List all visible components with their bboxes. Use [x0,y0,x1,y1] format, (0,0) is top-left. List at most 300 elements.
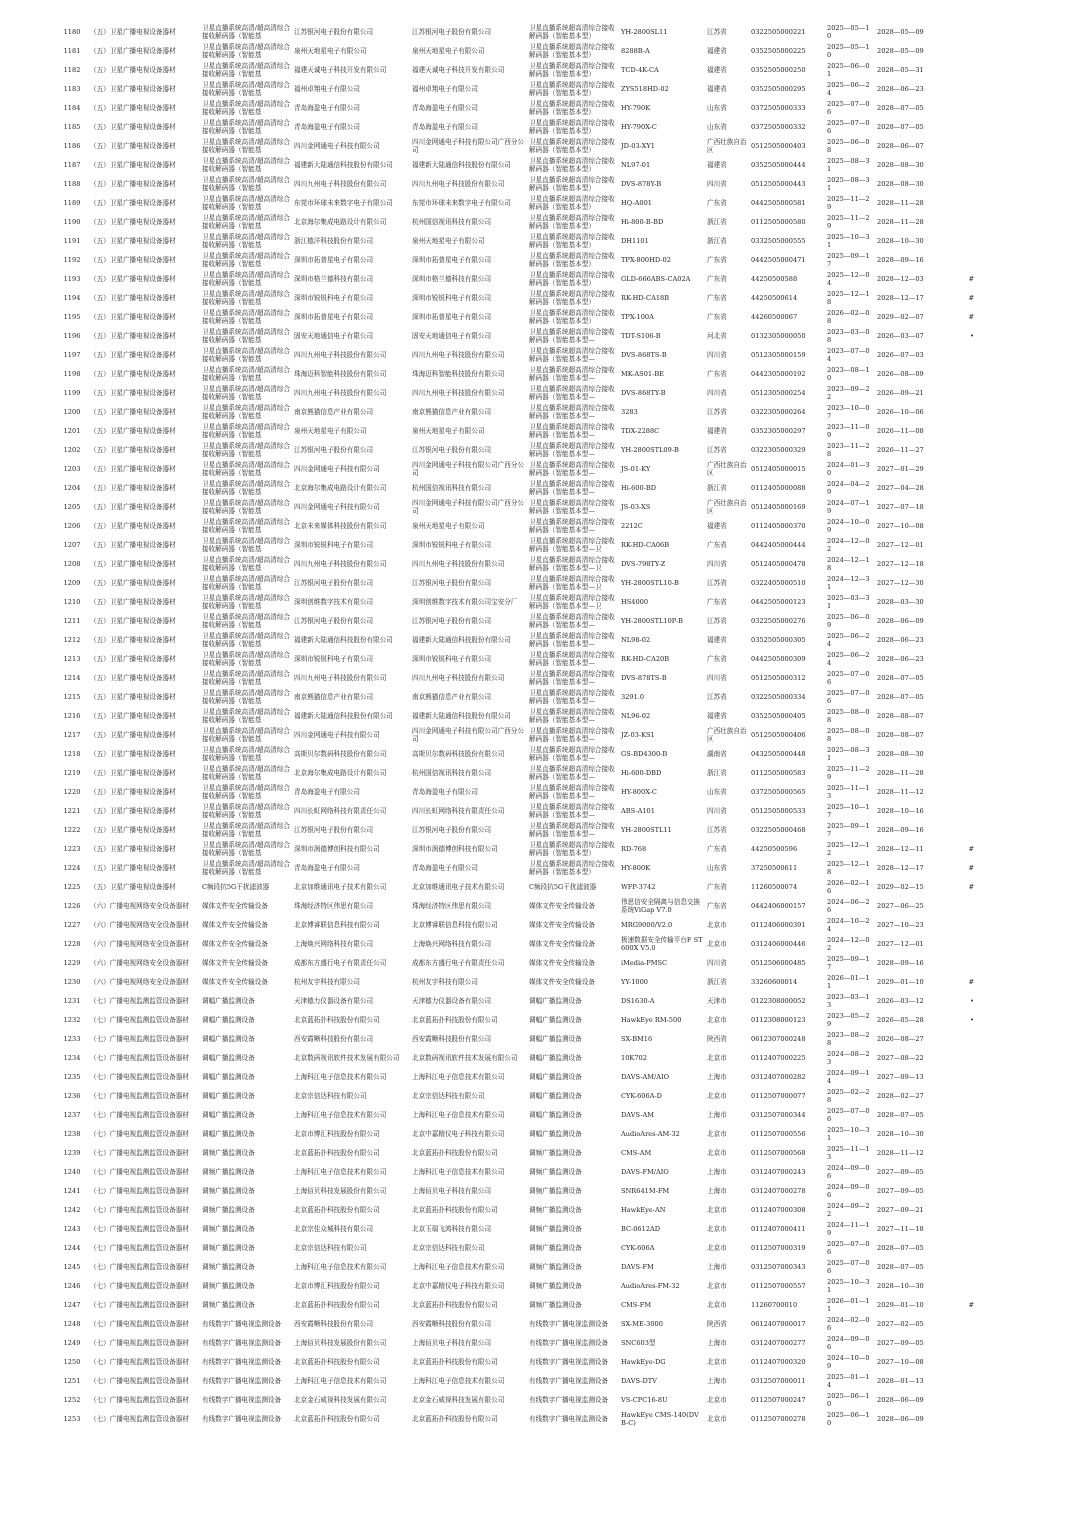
product-type: 调幅广播监测设备 [202,1129,255,1138]
product-name: 调幅广播监测设备 [529,1129,582,1138]
product-type: 卫星直播系统高清/超高清综合接收解码器（智能基 [202,137,290,154]
table-row [56,916,996,935]
product-model: TDT-S106-B [621,331,661,340]
product-name: 卫星直播系统超高清综合接收解码器（智能基本型— [529,422,615,439]
remark-mark [929,821,996,840]
row-number: 1238 [63,1129,81,1138]
issue-date: 2024—09—06 [827,1163,870,1180]
manufacturer-name: 北京蓝拓扑科技股份有限公司 [412,1148,498,1157]
issue-date: 2025—09—17 [827,251,870,268]
issue-date: 2025—11—29 [827,194,870,211]
product-type: 有线数字广播电视监测设备 [202,1338,282,1347]
row-number: 1222 [63,825,81,834]
province: 浙江省 [707,977,727,986]
certificate-number: 0322305000329 [751,445,806,454]
issue-date: 2025—12—12 [827,840,870,857]
table-row [56,460,996,479]
certificate-number: 0112407000225 [751,1053,806,1062]
product-model: CYK-606A-D [621,1091,662,1100]
manufacturer-name: 北京蓝拓扑科技股份有限公司 [412,1357,498,1366]
issue-date: 2025—07—06 [827,688,870,705]
table-row [56,536,996,555]
remark-mark [929,1334,996,1353]
table-row [56,1049,996,1068]
expiry-date: 2028—06—09 [877,616,924,625]
expiry-date: 2028—07—05 [877,1110,924,1119]
applicant-name: 南京熊猫信息产业有限公司 [294,692,374,701]
row-number: 1252 [63,1395,81,1404]
expiry-date: 2028—09—16 [877,825,924,834]
product-model: HY-800K [621,863,651,872]
applicant-name: 泉州天地星电子有限公司 [294,426,367,435]
product-name: 卫星直播系统超高清综合接收解码器（智能基本型— [529,384,615,401]
product-name: 卫星直播系统超高清综合接收解码器（智能基本型— [529,612,615,629]
table-row [56,726,996,745]
equipment-category: （五）卫星广播电视设备器材 [90,65,176,74]
equipment-category: （七）广播电视监测监管设备器材 [90,1167,189,1176]
expiry-date: 2027—06—25 [877,901,924,910]
product-model: SX-BM16 [621,1034,653,1043]
equipment-category: （七）广播电视监测监管设备器材 [90,996,189,1005]
manufacturer-name: 四川金网通电子科技有限公司广西分公司 [412,460,525,477]
issue-date: 2025—07—06 [827,1106,870,1123]
equipment-category: （五）卫星广播电视设备器材 [90,540,176,549]
province: 福建省 [707,84,727,93]
province: 福建省 [707,65,727,74]
product-type: 有线数字广播电视监测设备 [202,1319,282,1328]
expiry-date: 2029—02—07 [877,312,924,321]
product-name: 调幅广播监测设备 [529,996,582,1005]
product-type: 卫星直播系统高清/超高清综合接收解码器（智能基 [202,118,290,135]
product-type: 卫星直播系统高清/超高清综合接收解码器（智能基 [202,23,290,40]
row-number: 1218 [63,749,81,758]
applicant-name: 北京宗佳众城科技有限公司 [294,1224,374,1233]
product-type: 卫星直播系统高清/超高清综合接收解码器（智能基 [202,745,290,762]
applicant-name: 四川九州电子科技股份有限公司 [294,673,387,682]
remark-mark [929,213,996,232]
expiry-date: 2028—08—30 [877,160,924,169]
row-number: 1233 [63,1034,81,1043]
issue-date: 2025—08—31 [827,156,870,173]
expiry-date: 2027—01—29 [877,464,924,473]
product-name: 卫星直播系统超高清综合接收解码器（智能基本型— [529,802,615,819]
manufacturer-name: 青岛海盈电子有限公司 [412,122,478,131]
table-row [56,42,996,61]
remark-mark: # [968,882,974,891]
expiry-date: 2028—09—16 [877,255,924,264]
remark-mark [929,1144,996,1163]
expiry-date: 2026—09—21 [877,388,924,397]
product-model: 伟思信安全隔离与信息交换系统ViGap V7.0 [621,897,701,914]
certificate-number: 0442505000309 [751,654,806,663]
product-type: 调幅广播监测设备 [202,1053,255,1062]
expiry-date: 2028—11—12 [877,1148,924,1157]
applicant-name: 北京金石威视科技发展有限公司 [294,1395,387,1404]
certificate-number: 0442505000123 [751,597,806,606]
province: 浙江省 [707,236,727,245]
issue-date: 2024—10—09 [827,1353,870,1370]
product-name: 卫星直播系统超高清综合接收解码器（智能基本型— [529,745,615,762]
manufacturer-name: 四川九州电子科技股份有限公司 [412,559,505,568]
row-number: 1199 [63,388,81,397]
certificate-number: 0112507000568 [751,1148,806,1157]
row-number: 1234 [63,1053,81,1062]
province: 北京市 [707,1053,727,1062]
manufacturer-name: 北京加维通讯电子技术有限公司 [412,882,505,891]
issue-date: 2023—03—13 [827,992,870,1009]
province: 北京市 [707,1395,727,1404]
product-name: 卫星直播系统超高清综合接收解码器（智能基本型—卫 [529,574,615,591]
province: 上海市 [707,1338,727,1347]
equipment-category: （五）卫星广播电视设备器材 [90,388,176,397]
remark-mark [929,935,996,954]
manufacturer-name: 珠海经济特区伟思有限公司 [412,901,492,910]
manufacturer-name: 天津德力仪器设备有限公司 [412,996,492,1005]
certificate-number: 0112505000580 [751,217,806,226]
product-type: 媒体文件安全传输设备 [202,958,268,967]
table-row [56,1011,996,1030]
remark-mark [929,631,996,650]
expiry-date: 2027—12—30 [877,578,924,587]
product-model: 2212C [621,521,643,530]
row-number: 1224 [63,863,81,872]
equipment-category: （七）广播电视监测监管设备器材 [90,1053,189,1062]
product-type: 调频广播监测设备 [202,1148,255,1157]
row-number: 1184 [63,103,81,112]
table-row [56,422,996,441]
product-type: 有线数字广播电视监测设备 [202,1376,282,1385]
row-number: 1227 [63,920,81,929]
product-model: JS-03-XS [621,502,651,511]
manufacturer-name: 北京蓝拓扑科技股份有限公司 [412,1300,498,1309]
table-row [56,897,996,916]
certificate-number: 0112507000278 [751,1414,806,1423]
row-number: 1235 [63,1072,81,1081]
product-model: JD-03-XY1 [621,141,655,150]
manufacturer-name: 上海科江电子信息技术有限公司 [412,1072,505,1081]
remark-mark [929,954,996,973]
product-name: 媒体文件安全传输设备 [529,958,595,967]
issue-date: 2025—02—28 [827,1087,870,1104]
issue-date: 2026—01—11 [827,973,870,990]
remark-mark [929,593,996,612]
province: 广西壮族自治区 [707,498,747,515]
applicant-name: 四川金网通电子科技有限公司 [294,141,380,150]
issue-date: 2025—08—31 [827,745,870,762]
row-number: 1243 [63,1224,81,1233]
manufacturer-name: 上海焕兴网络科技有限公司 [412,939,492,948]
remark-mark [929,1391,996,1410]
product-model: Hi-600-DBD [621,768,662,777]
product-type: 调频广播监测设备 [202,1262,255,1271]
issue-date: 2023—09—22 [827,384,870,401]
row-number: 1208 [63,559,81,568]
product-model: DVS-878TS-B [621,673,667,682]
province: 山东省 [707,863,727,872]
table-row [56,517,996,536]
province: 北京市 [707,1224,727,1233]
table-row [56,707,996,726]
table-row [56,99,996,118]
row-number: 1202 [63,445,81,454]
certificate-number: 0112507000077 [751,1091,806,1100]
product-model: DVS-868TS-B [621,350,667,359]
remark-mark: # [968,293,974,302]
product-name: 卫星直播系统超高清综合接收解码器（智能基本型） [529,23,615,40]
product-model: ABS-A101 [621,806,655,815]
applicant-name: 青岛海盈电子有限公司 [294,787,360,796]
province: 江苏省 [707,825,727,834]
product-name: 卫星直播系统超高清综合接收解码器（智能基本型— [529,460,615,477]
product-name: 调幅广播监测设备 [529,1034,582,1043]
expiry-date: 2028—12—03 [877,274,924,283]
issue-date: 2025—09—17 [827,821,870,838]
equipment-category: （五）卫星广播电视设备器材 [90,331,176,340]
table-row [56,156,996,175]
product-model: HY-790X-C [621,122,657,131]
row-number: 1237 [63,1110,81,1119]
row-number: 1180 [63,27,81,36]
row-number: 1244 [63,1243,81,1252]
row-number: 1187 [63,160,81,169]
expiry-date: 2028—05—31 [877,65,924,74]
product-type: 卫星直播系统高清/超高清综合接收解码器（智能基 [202,194,290,211]
applicant-name: 四川九州电子科技股份有限公司 [294,388,387,397]
expiry-date: 2029—02—15 [877,882,924,891]
issue-date: 2024—01—30 [827,460,870,477]
product-model: DAVS-AM/AIO [621,1072,669,1081]
issue-date: 2026—02—08 [827,308,870,325]
applicant-name: 福建天诚电子科技开发有限公司 [294,65,387,74]
equipment-category: （五）卫星广播电视设备器材 [90,768,176,777]
product-name: 媒体文件安全传输设备 [529,977,595,986]
applicant-name: 北京市博汇科技股份有限公司 [294,1129,380,1138]
applicant-name: 深圳市拓普星电子有限公司 [294,255,374,264]
certificate-number: 0352505000405 [751,711,806,720]
product-type: 卫星直播系统高清/超高清综合接收解码器（智能基 [202,441,290,458]
remark-mark [929,42,996,61]
issue-date: 2025—06—01 [827,61,870,78]
province: 福建省 [707,46,727,55]
row-number: 1200 [63,407,81,416]
remark-mark [929,1087,996,1106]
applicant-name: 福州卓翔电子有限公司 [294,84,360,93]
province: 北京市 [707,1281,727,1290]
province: 四川省 [707,179,727,188]
table-row [56,1296,996,1315]
applicant-name: 四川金网通电子科技有限公司 [294,502,380,511]
equipment-category: （五）卫星广播电视设备器材 [90,46,176,55]
product-name: 卫星直播系统超高清综合接收解码器（智能基本型） [529,308,615,325]
remark-mark [929,669,996,688]
applicant-name: 北京数码视讯软件技术发展有限公司 [294,1053,400,1062]
remark-mark [929,1106,996,1125]
product-type: 卫星直播系统高清/超高清综合接收解码器（智能基 [202,840,290,857]
issue-date: 2025—07—06 [827,669,870,686]
issue-date: 2025—07—06 [827,99,870,116]
applicant-name: 四川金网通电子科技有限公司 [294,464,380,473]
issue-date: 2025—10—31 [827,1277,870,1294]
product-name: 媒体文件安全传输设备 [529,939,595,948]
province: 北京市 [707,1300,727,1309]
table-row [56,1106,996,1125]
manufacturer-name: 杭州友宇科技有限公司 [412,977,478,986]
issue-date: 2024—08—23 [827,1049,870,1066]
issue-date: 2024—07—19 [827,498,870,515]
issue-date: 2025—10—31 [827,1125,870,1142]
product-type: 卫星直播系统高清/超高清综合接收解码器（智能基 [202,802,290,819]
remark-mark [929,745,996,764]
certificate-number: 44260500067 [751,312,798,321]
product-model: CYK-606A [621,1243,655,1252]
product-name: 调频广播监测设备 [529,1167,582,1176]
remark-mark [929,688,996,707]
certificate-number: 11260700010 [751,1300,798,1309]
certificate-number: 0112406000391 [751,920,806,929]
manufacturer-name: 成都东方盛行电子有限责任公司 [412,958,505,967]
remark-mark [929,764,996,783]
product-type: 卫星直播系统高清/超高清综合接收解码器（智能基 [202,403,290,420]
row-number: 1236 [63,1091,81,1100]
row-number: 1193 [63,274,81,283]
remark-mark [929,1372,996,1391]
issue-date: 2025—06—08 [827,137,870,154]
remark-mark [929,365,996,384]
table-row [56,232,996,251]
manufacturer-name: 上海佰贝电子科技有限公司 [412,1186,492,1195]
equipment-category: （五）卫星广播电视设备器材 [90,198,176,207]
table-row [56,1391,996,1410]
row-number: 1250 [63,1357,81,1366]
province: 广西壮族自治区 [707,460,747,477]
remark-mark [929,1068,996,1087]
remark-mark [929,232,996,251]
province: 四川省 [707,388,727,397]
certificate-number: 0372505000565 [751,787,806,796]
province: 广东省 [707,901,727,910]
product-name: 卫星直播系统超高清综合接收解码器（智能基本型— [529,346,615,363]
product-name: C频段抗5G干扰滤波器 [529,882,597,891]
product-model: 3291.0 [621,692,645,701]
remark-mark [929,156,996,175]
province: 浙江省 [707,217,727,226]
remark-mark: • [970,1015,974,1024]
product-name: 调幅广播监测设备 [529,1015,582,1024]
product-name: 卫星直播系统超高清综合接收解码器（智能基本型—卫 [529,593,615,610]
product-name: 有线数字广播电视监测设备 [529,1376,609,1385]
equipment-category: （七）广播电视监测监管设备器材 [90,1281,189,1290]
certificate-number: 0512505000312 [751,673,806,682]
manufacturer-name: 四川金网通电子科技有限公司广西分公司 [412,498,525,515]
remark-mark [929,650,996,669]
province: 广东省 [707,882,727,891]
product-name: 调频广播监测设备 [529,1243,582,1252]
certificate-number: 0112407000308 [751,1205,806,1214]
expiry-date: 2028—01—13 [877,1376,924,1385]
certificate-number: 0112308000123 [751,1015,806,1024]
applicant-name: 固安天地通信电子有限公司 [294,331,374,340]
applicant-name: 杭州友宇科技有限公司 [294,977,360,986]
expiry-date: 2028—03—30 [877,597,924,606]
remark-mark: # [968,977,974,986]
certificate-number: 0322305000264 [751,407,806,416]
table-row [56,1201,996,1220]
applicant-name: 珠海经济特区伟思有限公司 [294,901,374,910]
product-model: Hi-600-BD [621,483,657,492]
applicant-name: 福建新大陆通信科技股份有限公司 [294,635,393,644]
manufacturer-name: 北京博睿联信息科技有限公司 [412,920,498,929]
expiry-date: 2026—11—27 [877,445,924,454]
equipment-category: （七）广播电视监测监管设备器材 [90,1091,189,1100]
equipment-category: （七）广播电视监测监管设备器材 [90,1205,189,1214]
province: 陕西省 [707,1034,727,1043]
equipment-category: （五）卫星广播电视设备器材 [90,350,176,359]
certificate-number: 0322505000334 [751,692,806,701]
product-name: 卫星直播系统超高清综合接收解码器（智能基本型） [529,194,615,211]
certificate-number: 0112507000247 [751,1395,806,1404]
product-type: 卫星直播系统高清/超高清综合接收解码器（智能基 [202,536,290,553]
expiry-date: 2027—04—28 [877,483,924,492]
issue-date: 2026—02—16 [827,878,870,895]
certificate-number: 0512505000403 [751,141,806,150]
manufacturer-name: 四川九州电子科技股份有限公司 [412,388,505,397]
applicant-name: 青岛海盈电子有限公司 [294,863,360,872]
row-number: 1204 [63,483,81,492]
manufacturer-name: 高斯贝尔数码科技股份有限公司 [412,749,505,758]
expiry-date: 2026—07—03 [877,350,924,359]
expiry-date: 2028—02—27 [877,1091,924,1100]
product-type: 调幅广播监测设备 [202,996,255,1005]
manufacturer-name: 南京熊猫信息产业有限公司 [412,407,492,416]
product-name: 卫星直播系统超高清综合接收解码器（智能基本型— [529,650,615,667]
applicant-name: 福建新大陆通信科技股份有限公司 [294,711,393,720]
product-model: RD-768 [621,844,647,853]
row-number: 1207 [63,540,81,549]
applicant-name: 上海科江电子信息技术有限公司 [294,1110,387,1119]
applicant-name: 江苏银河电子股份有限公司 [294,825,374,834]
applicant-name: 深圳市拓普星电子有限公司 [294,312,374,321]
certificate-number: 33260600014 [751,977,798,986]
product-type: 卫星直播系统高清/超高清综合接收解码器（智能基 [202,175,290,192]
issue-date: 2024—09—14 [827,1068,870,1085]
applicant-name: 北京蓝拓扑科技股份有限公司 [294,1205,380,1214]
product-name: 卫星直播系统超高清综合接收解码器（智能基本型） [529,80,615,97]
product-model: AudioAres-AM-32 [621,1129,680,1138]
expiry-date: 2026—10—06 [877,407,924,416]
manufacturer-name: 江苏银河电子股份有限公司 [412,27,492,36]
issue-date: 2025—11—29 [827,213,870,230]
expiry-date: 2029—01—10 [877,1300,924,1309]
province: 上海市 [707,1072,727,1081]
table-row [56,384,996,403]
product-model: BC-0612AD [621,1224,661,1233]
certificate-number: 0332505000555 [751,236,806,245]
table-row [56,1163,996,1182]
remark-mark [929,536,996,555]
product-model: 3283 [621,407,638,416]
issue-date: 2025—10—31 [827,232,870,249]
certificate-number: 0312507000344 [751,1110,806,1119]
certificate-number: 0352505000305 [751,635,806,644]
equipment-category: （七）广播电视监测监管设备器材 [90,1110,189,1119]
product-type: 有线数字广播电视监测设备 [202,1395,282,1404]
remark-mark: # [968,863,974,872]
issue-date: 2024—09—22 [827,1201,870,1218]
applicant-name: 四川九州电子科技股份有限公司 [294,179,387,188]
certificate-number: 0512405000478 [751,559,806,568]
equipment-category: （五）卫星广播电视设备器材 [90,293,176,302]
product-type: 卫星直播系统高清/超高清综合接收解码器（智能基 [202,479,290,496]
